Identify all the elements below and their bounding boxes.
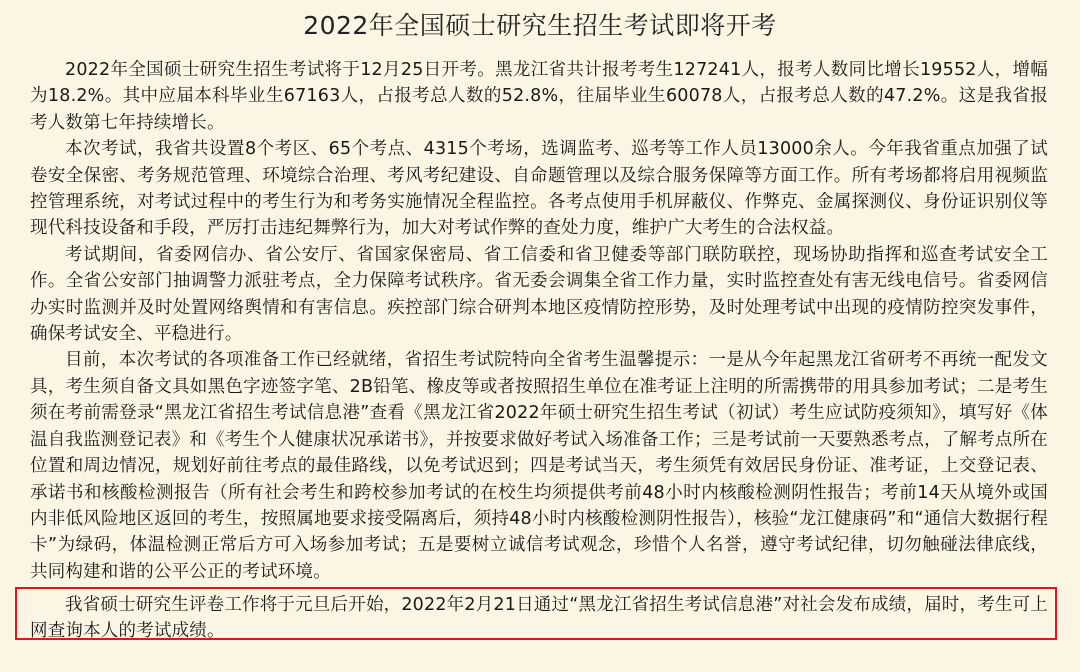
article-paragraph-1: 2022年全国硕士研究生招生考试将于12月25日开考。黑龙江省共计报考考生127241人，报考人数同比增长19552人，增幅为18.2%。其中应届本科毕业生67163人，占报考总人数的52.8%，往届毕业生60078人，占报考总人数的47.2%。这是我省报考人数第七年持续增长。 xyxy=(30,60,1048,133)
article-paragraph-3: 考试期间，省委网信办、省公安厅、省国家保密局、省工信委和省卫健委等部门联防联控，现场协助指挥和巡查考试安全工作。全省公安部门抽调警力派驻考点，全力保障考试秩序。省无委会调集全省工作力量，实时监控查处有害无线电信号。省委网信办实时监测并及时处置网络舆情和有害信息。疾控部门综合研判本地区疫情防控形势，及时处理考试中出现的疫情防控突发事件，确保考试安全、平稳进行。 xyxy=(30,244,1048,345)
article-body xyxy=(30,57,1048,585)
article-paragraph-4: 目前，本次考试的各项准备工作已经就绪，省招生考试院特向全省考生温馨提示：一是从今年起黑龙江省研考不再统一配发文具，考生须自备文具如黑色字迹签字笔、2B铅笔、橡皮等或者按照招生单位在准考证上注明的所需携带的用具参加考试；二是考生须在考前需登录“黑龙江省招生考试信息港”查看《黑龙江省2022年硕士研究生招生考试（初试）考生应试防疫须知》，填写好《体温自我监测登记表》和《考生个人健康状况承诺书》，并按要求做好考试入场准备工作；三是考试前一天要熟悉考点，了解考点所在位置和周边情况，规划好前往考点的最佳路线，以免考试迟到；四是考试当天，考生须凭有效居民身份证、准考证，上交登记表、承诺书和核酸检测报告（所有社会考生和跨校参加考试的在校生均须提供考前48小时内核酸检测阴性报告；考前14天从境外或国内非低风险地区返回的考生，按照属地要求接受隔离后，须持48小时内核酸检测阴性报告），核验“龙江健康码”和“通信大数据行程卡”为绿码，体温检测正常后方可入场参加考试；五是要树立诚信考试观念，珍惜个人名誉，遵守考试纪律，切勿触碰法律底线，共同构建和谐的公平公正的考试环境。 xyxy=(30,350,1048,582)
article-paragraph-2: 本次考试，我省共设置8个考区、65个考点、4315个考场，选调监考、巡考等工作人员13000余人。今年我省重点加强了试卷安全保密、考务规范管理、环境综合治理、考风考纪建设、自命题管理以及综合服务保障等方面工作。所有考场都将启用视频监控管理系统，对考试过程中的考生行为和考务实施情况全程监控。各考点使用手机屏蔽仪、作弊克、金属探测仪、身份证识别仪等现代科技设备和手段，严厉打击违纪舞弊行为，加大对考试作弊的查处力度，维护广大考生的合法权益。 xyxy=(30,139,1048,239)
highlighted-section xyxy=(30,592,1048,645)
highlighted-paragraph: 我省硕士研究生评卷工作将于元旦后开始，2022年2月21日通过“黑龙江省招生考试信息港”对社会发布成绩，届时，考生可上网查询本人的考试成绩。 xyxy=(30,595,1048,642)
article-title: 2022年全国硕士研究生招生考试即将开考 xyxy=(303,11,777,40)
